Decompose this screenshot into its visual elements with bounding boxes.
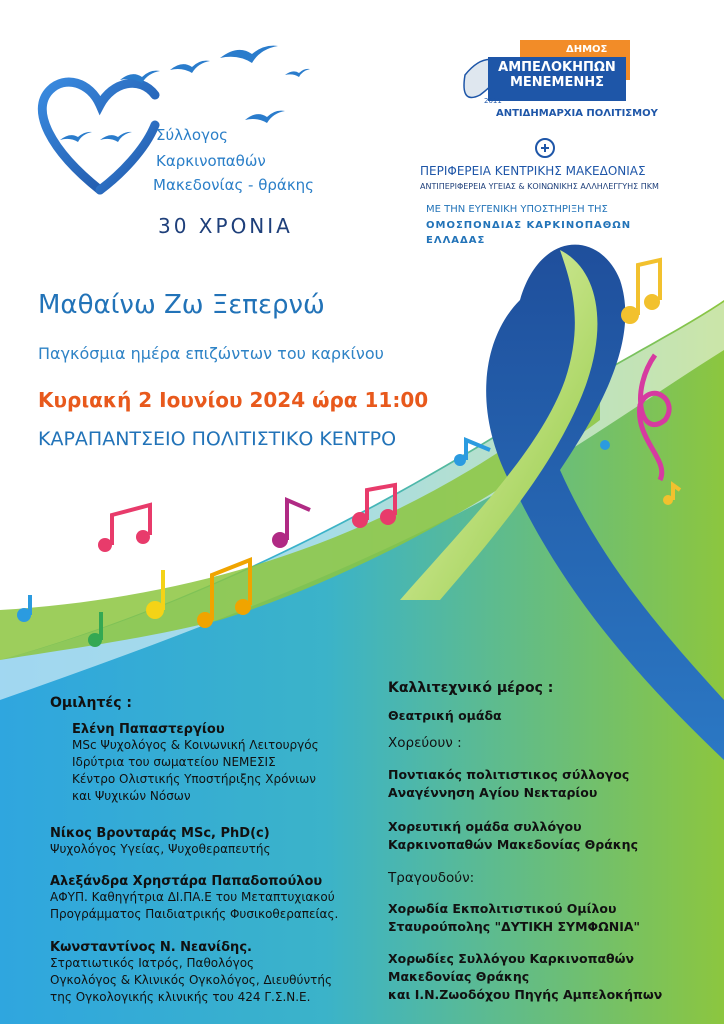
municipality-year: 2011 xyxy=(484,97,502,105)
group-line: Χορωδίες Συλλόγου Καρκινοπαθών xyxy=(388,951,635,966)
region-name: ΠΕΡΙΦΕΡΕΙΑ ΚΕΝΤΡΙΚΗΣ ΜΑΚΕΔΟΝΙΑΣ xyxy=(420,164,646,178)
support-line1: ΜΕ ΤΗΝ ΕΥΓΕΝΙΚΗ ΥΠΟΣΤΗΡΙΞΗ ΤΗΣ xyxy=(426,204,608,215)
speaker-name: Αλεξάνδρα Χρηστάρα Παπαδοπούλου xyxy=(50,874,323,889)
sing-label: Τραγουδούν: xyxy=(388,870,475,886)
group-line: Καρκινοπαθών Μακεδονίας Θράκης xyxy=(388,837,638,852)
group-line: Ποντιακός πολιτιστικος σύλλογος xyxy=(388,767,630,782)
group-line: και Ι.Ν.Ζωοδόχου Πηγής Αμπελοκήπων xyxy=(388,987,663,1002)
speaker-line: Προγράμματος Παιδιατρικής Φυσικοθεραπείας. xyxy=(50,907,339,921)
speaker-4 xyxy=(50,940,380,1006)
anniversary-label: 30 ΧΡΟΝΙΑ xyxy=(158,214,293,238)
group-line: Μακεδονίας Θράκης xyxy=(388,969,530,984)
speaker-name: Κωνσταντίνος Ν. Νεανίδης. xyxy=(50,940,252,955)
speaker-3 xyxy=(50,874,380,923)
artistic-theatre: Θεατρική ομάδα xyxy=(388,708,502,723)
sing-group-1 xyxy=(388,900,640,936)
municipality-label: ΔΗΜΟΣ xyxy=(566,44,608,55)
artistic-heading: Καλλιτεχνικό μέρος : xyxy=(388,680,554,696)
group-line: Χορευτική ομάδα συλλόγου xyxy=(388,819,582,834)
speaker-line: της Ογκολογικής κλινικής του 424 Γ.Σ.Ν.Ε. xyxy=(50,990,311,1004)
event-title: Μαθαίνω Ζω Ξεπερνώ xyxy=(38,290,325,320)
association-name-line2: Καρκινοπαθών xyxy=(156,152,266,170)
speaker-line: Ιδρύτρια του σωματείου ΝΕΜΕΣΙΣ xyxy=(72,755,276,769)
speaker-line: Στρατιωτικός Ιατρός, Παθολόγος xyxy=(50,956,255,970)
support-line3: ΕΛΛΑΔΑΣ xyxy=(426,235,486,246)
speakers-heading: Ομιλητές : xyxy=(50,695,132,711)
sing-group-2 xyxy=(388,950,662,1004)
speaker-name: Ελένη Παπαστεργίου xyxy=(72,722,225,737)
association-name-line1: Σύλλογος xyxy=(156,126,228,144)
group-line: Σταυρούπολης "ΔΥΤΙΚΗ ΣΥΜΦΩΝΙΑ" xyxy=(388,919,641,934)
municipality-department: ΑΝΤΙΔΗΜΑΡΧΙΑ ΠΟΛΙΤΙΣΜΟΥ xyxy=(496,108,658,119)
dance-group-1 xyxy=(388,766,629,802)
municipality-name-line2: ΜΕΝΕΜΕΝΗΣ xyxy=(509,75,605,90)
speaker-line: Ογκολόγος & Κλινικός Ογκολόγος, Διευθύντής xyxy=(50,973,333,987)
event-venue: ΚΑΡΑΠΑΝΤΣΕΙΟ ΠΟΛΙΤΙΣΤΙΚΟ ΚΕΝΤΡΟ xyxy=(38,428,397,450)
speaker-2 xyxy=(50,826,380,858)
region-sub: ΑΝΤΙΠΕΡΙΦΕΡΕΙΑ ΥΓΕΙΑΣ & ΚΟΙΝΩΝΙΚΗΣ ΑΛΛΗΛΕΓΓΥΗΣ ΠΚΜ xyxy=(420,182,659,191)
speaker-line: Κέντρο Ολιστικής Υποστήριξης Χρόνιων xyxy=(72,772,316,786)
speaker-line: και Ψυχικών Νόσων xyxy=(72,789,191,803)
speaker-line: Ψυχολόγος Υγείας, Ψυχοθεραπευτής xyxy=(50,842,271,856)
speaker-1 xyxy=(50,722,380,805)
support-line2: ΟΜΟΣΠΟΝΔΙΑΣ ΚΑΡΚΙΝΟΠΑΘΩΝ xyxy=(426,220,632,231)
municipality-name-box xyxy=(488,57,626,101)
speaker-line: MSc Ψυχολόγος & Κοινωνική Λειτουργός xyxy=(72,738,319,752)
group-line: Αναγέννηση Αγίου Νεκταρίου xyxy=(388,785,598,800)
group-line: Χορωδία Εκπολιτιστικού Ομίλου xyxy=(388,901,617,916)
dance-group-2 xyxy=(388,818,638,854)
event-date: Κυριακή 2 Ιουνίου 2024 ώρα 11:00 xyxy=(38,388,429,412)
speaker-line: ΑΦΥΠ. Καθηγήτρια ΔΙ.ΠΑ.Ε του Μεταπτυχιακού xyxy=(50,890,335,904)
heart-icon xyxy=(42,82,155,190)
speaker-name: Νίκος Βρονταράς MSc, PhD(c) xyxy=(50,826,270,841)
municipality-name-line1: ΑΜΠΕΛΟΚΗΠΩΝ xyxy=(498,60,616,75)
association-name-line3: Μακεδονίας - θράκης xyxy=(153,176,314,194)
event-subtitle: Παγκόσμια ημέρα επιζώντων του καρκίνου xyxy=(38,344,384,363)
dance-label: Χορεύουν : xyxy=(388,735,462,751)
